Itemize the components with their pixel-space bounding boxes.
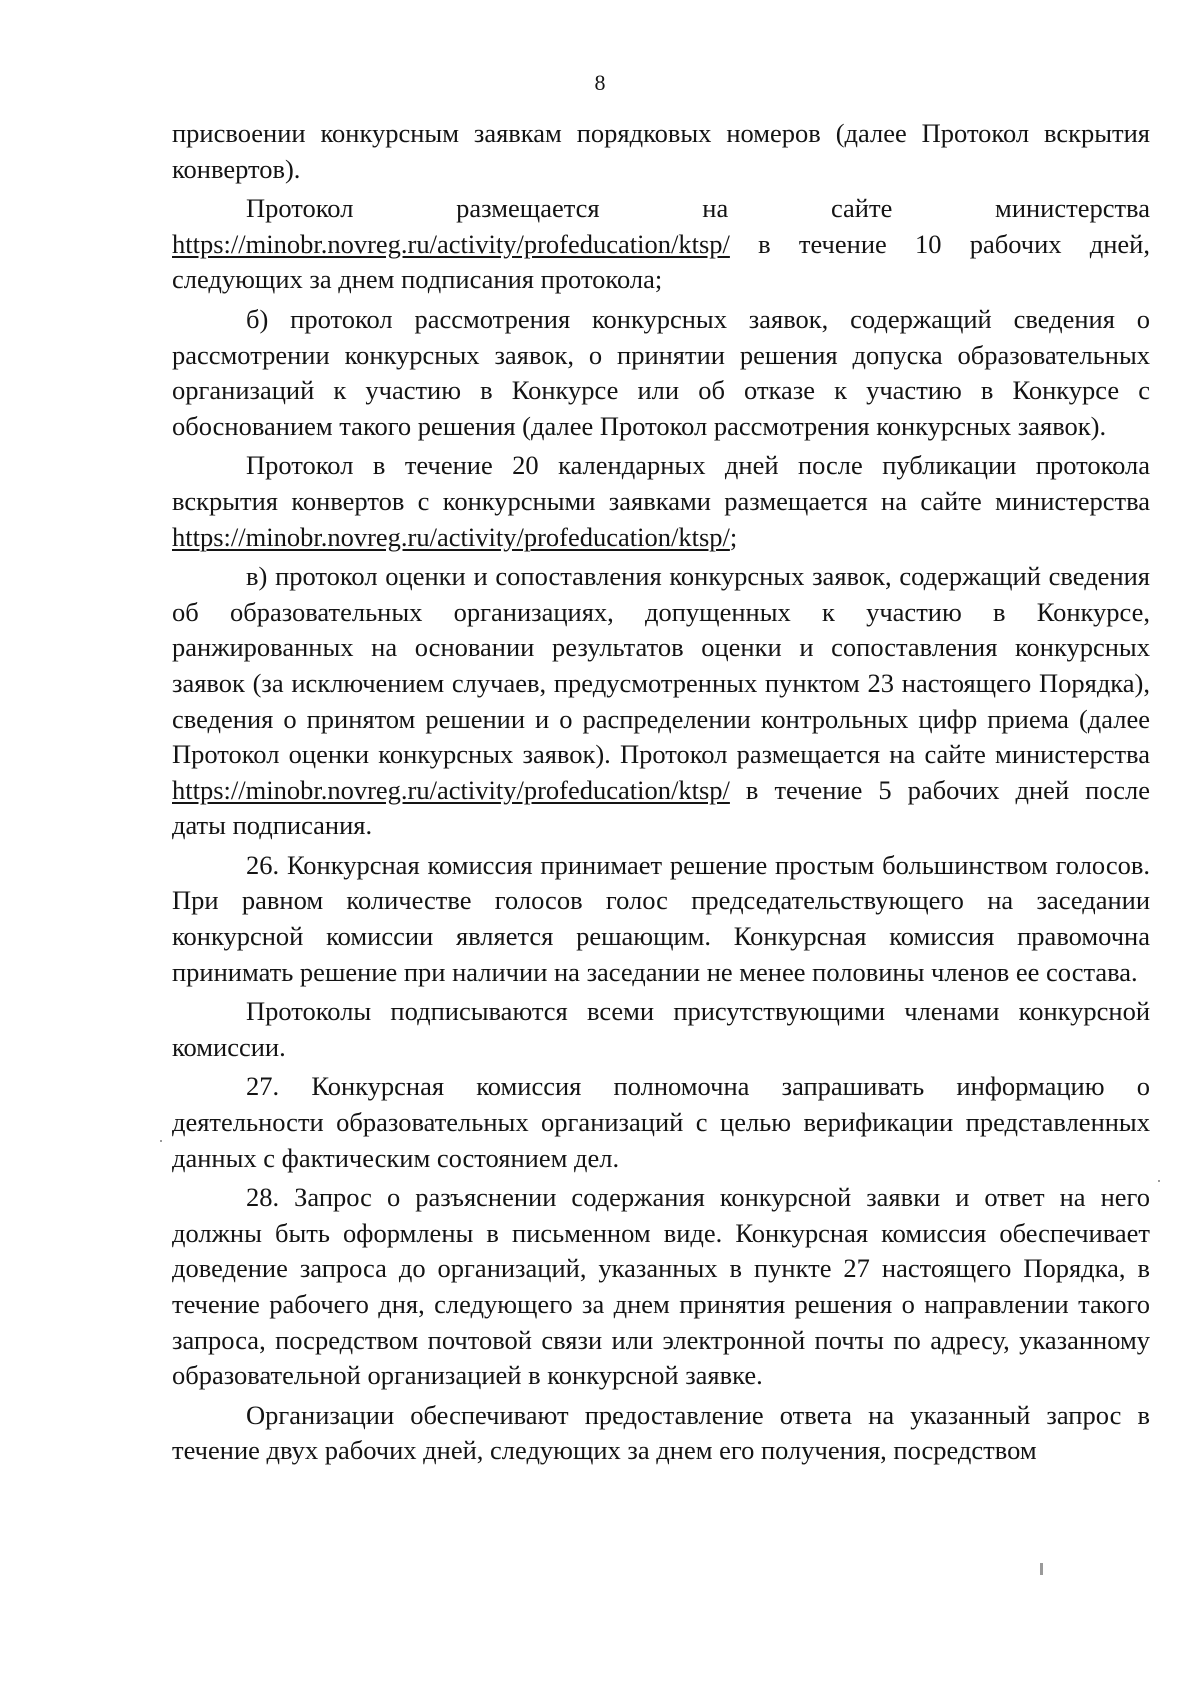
scan-speck <box>1040 1563 1043 1575</box>
paragraph-7: Протоколы подписываются всеми присутствующими членами конкурсной комиссии. <box>172 996 1150 1062</box>
ministry-site-link-2[interactable]: https://minobr.novreg.ru/activity/profeducation/ktsp/ <box>172 521 730 552</box>
paragraph-10: Организации обеспечивают предоставление ответа на указанный запрос в течение двух рабочих дней, следующих за днем его получения, посредством <box>172 1399 1150 1466</box>
document-body <box>172 116 1150 1469</box>
paragraph-1: присвоении конкурсным заявкам порядковых номеров (далее Протокол вскрытия конвертов). <box>172 118 1150 184</box>
paragraph-5-text-after: в течение 5 рабочих дней после даты подписания. <box>172 774 1150 841</box>
paragraph-4 <box>172 448 1150 555</box>
ministry-site-link-1[interactable]: https://minobr.novreg.ru/activity/profeducation/ktsp/ <box>172 228 730 259</box>
page-number: 8 <box>594 70 606 95</box>
paragraph-2-text-after: в течение 10 рабочих дней, следующих за днем подписания протокола; <box>172 228 1150 295</box>
paragraph-3: б) протокол рассмотрения конкурсных заявок, содержащий сведения о рассмотрении конкурсных заявок, о принятии решения допуска образовательных организаций к участию в Конкурсе или об отказе к участию в Конкурсе с обоснованием такого решения (далее Протокол рассмотрения конкурсных заявок). <box>172 303 1150 441</box>
paragraph-4-text-after: ; <box>729 521 738 552</box>
paragraph-4-text-before: Протокол в течение 20 календарных дней после публикации протокола вскрытия конвертов с конкурсными заявками размещается на сайте министерства <box>172 450 1150 516</box>
scan-speck <box>1158 1180 1160 1182</box>
paragraph-2-text-before: Протокол размещается на сайте министерства <box>246 193 1150 224</box>
paragraph-6: 26. Конкурсная комиссия принимает решение простым большинством голосов. При равном количестве голосов голос председательствующего на заседании конкурсной комиссии является решающим. Конкурсная комиссия правомочна принимать решение при наличии на заседании не менее половины членов ее состава. <box>172 849 1150 987</box>
scan-speck <box>160 1140 162 1142</box>
paragraph-5-text-before: в) протокол оценки и сопоставления конкурсных заявок, содержащий сведения об образовательных организациях, допущенных к участию в Конкурсе, ранжированных на основании результатов оценки и сопоставления конкурсных заявок (за исключением случаев, предусмотренных пунктом 23 настоящего Порядка), сведения о принятом решении и о распределении контрольных цифр приема (далее Протокол оценки конкурсных заявок). Протокол размещается на сайте министерства <box>172 561 1150 770</box>
paragraph-5 <box>172 559 1150 844</box>
paragraph-9: 28. Запрос о разъяснении содержания конкурсной заявки и ответ на него должны быть оформлены в письменном виде. Конкурсная комиссия обеспечивает доведение запроса до организаций, указанных в пункте 27 настоящего Порядка, в течение рабочего дня, следующего за днем принятия решения о направлении такого запроса, посредством почтовой связи или электронной почты по адресу, указанному образовательной организацией в конкурсной заявке. <box>172 1182 1150 1391</box>
ministry-site-link-3[interactable]: https://minobr.novreg.ru/activity/profeducation/ktsp/ <box>172 774 730 805</box>
paragraph-8: 27. Конкурсная комиссия полномочна запрашивать информацию о деятельности образовательных организаций с целью верификации представленных данных с фактическим состоянием дел. <box>172 1071 1150 1173</box>
paragraph-2 <box>172 191 1150 298</box>
